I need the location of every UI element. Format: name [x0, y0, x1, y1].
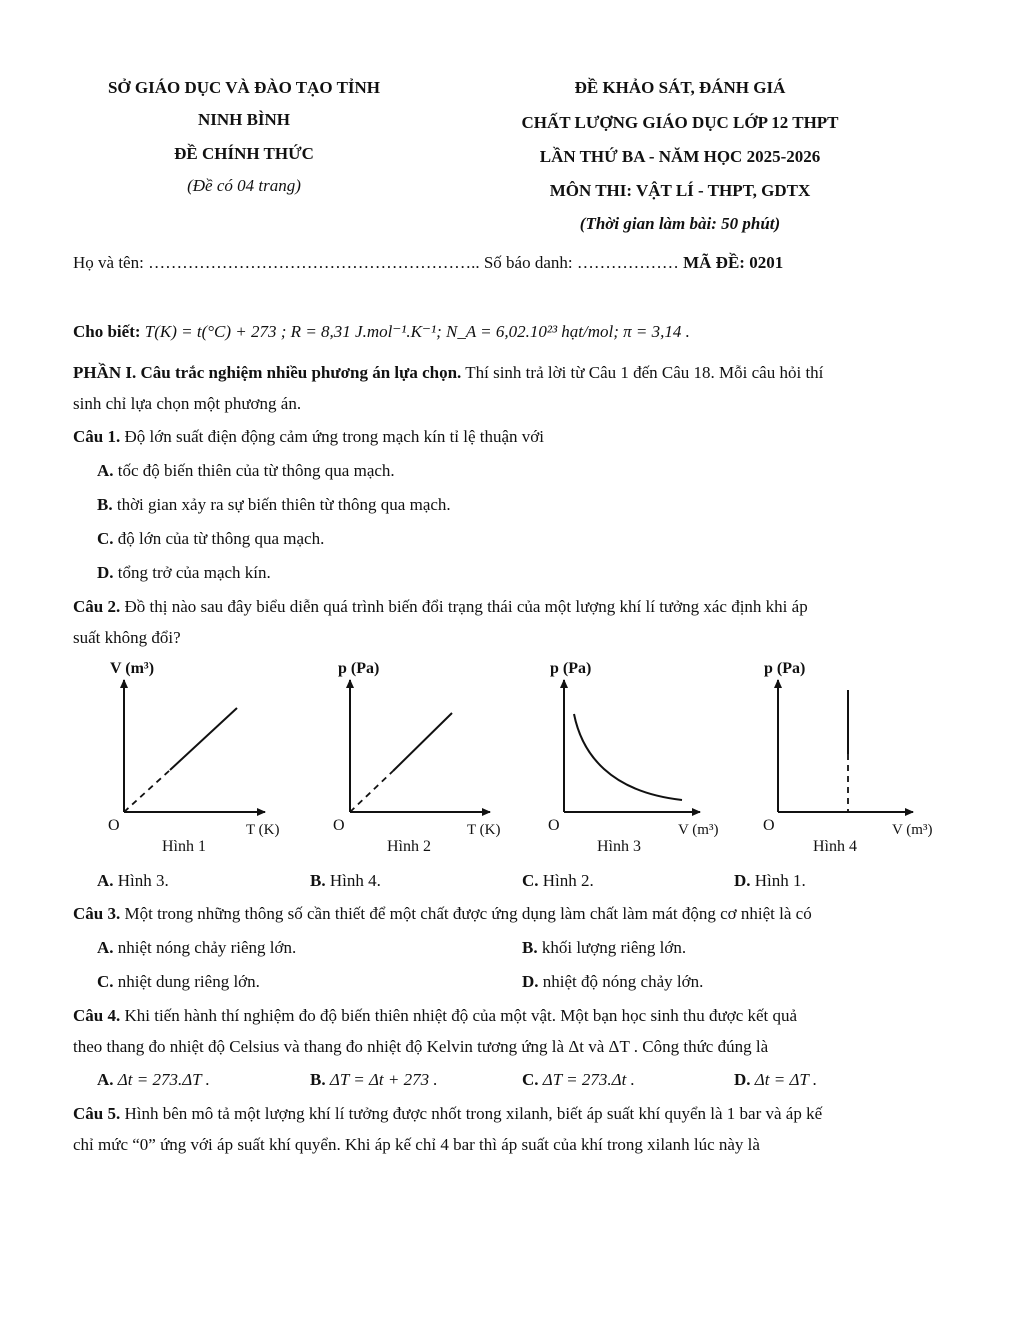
- q2-option-b: B. Hình 4.: [310, 871, 381, 890]
- graph-1-line: [170, 708, 237, 770]
- graph-2-y-axis: p (Pa): [338, 660, 380, 677]
- graph-2-dashed: [350, 771, 393, 812]
- q4-option-c: C. ΔT = 273.Δt .: [522, 1070, 635, 1089]
- graph-2-caption: Hình 2: [387, 838, 431, 855]
- graph-2-line: [393, 713, 452, 771]
- q1-option-d: D. tổng trở của mạch kín.: [97, 563, 271, 582]
- dept-name-1: SỞ GIÁO DỤC VÀ ĐÀO TẠO TỈNH: [107, 78, 381, 97]
- q3-label: Câu 3.: [73, 904, 121, 923]
- q4-stem-2: theo thang đo nhiệt độ Celsius và thang đo nhiệt độ Kelvin tương ứng là Δt và ΔT . Công thức đúng là: [73, 1037, 769, 1056]
- exam-title-1: ĐỀ KHẢO SÁT, ĐÁNH GIÁ: [574, 78, 786, 97]
- graph-4-x-axis: V (m³): [892, 822, 933, 838]
- q1-stem: [73, 427, 544, 447]
- q2-stem-1: [73, 597, 808, 617]
- graph-4-y-axis: p (Pa): [764, 660, 806, 677]
- q5-stem-2: chỉ mức “0” ứng với áp suất khí quyển. Khi áp kế chỉ 4 bar thì áp suất của khí trong xilanh lúc này là: [73, 1135, 760, 1154]
- q4-option-d: D. Δt = ΔT .: [734, 1070, 818, 1089]
- q2-label: Câu 2.: [73, 597, 121, 616]
- graph-3-origin: O: [548, 817, 560, 834]
- exam-subject: MÔN THI: VẬT LÍ - THPT, GDTX: [549, 181, 811, 200]
- exam-title-2: CHẤT LƯỢNG GIÁO DỤC LỚP 12 THPT: [521, 113, 839, 132]
- q3-option-b: B. khối lượng riêng lớn.: [522, 938, 687, 957]
- q4-option-b: B. ΔT = Δt + 273 .: [310, 1070, 438, 1089]
- graph-1-dashed: [124, 770, 170, 812]
- graph-1-y-axis: V (m³): [110, 660, 155, 677]
- q3-option-c: C. nhiệt dung riêng lớn.: [97, 972, 260, 991]
- q2-graphs: [0, 650, 1020, 860]
- q2-option-a: A. Hình 3.: [97, 871, 169, 890]
- graph-1-x-axis: T (K): [246, 822, 280, 838]
- page-count: (Đề có 04 trang): [187, 176, 301, 195]
- q3-option-a: A. nhiệt nóng chảy riêng lớn.: [97, 938, 297, 957]
- graph-3-hyperbola: [574, 714, 682, 800]
- graph-1-caption: Hình 1: [162, 838, 206, 855]
- q4-stem-1: [73, 1006, 797, 1026]
- part1-line-1: [73, 363, 823, 383]
- q3-text: Một trong những thông số cần thiết để một chất được ứng dụng làm chất làm mát động cơ nhiệt là có: [120, 904, 812, 923]
- q1-option-c: C. độ lớn của từ thông qua mạch.: [97, 529, 325, 548]
- q5-stem-1: [73, 1104, 822, 1124]
- exam-round: LẦN THỨ BA - NĂM HỌC 2025-2026: [539, 147, 821, 166]
- q2-stem-2: suất không đổi?: [73, 628, 181, 647]
- exam-duration: (Thời gian làm bài: 50 phút): [579, 214, 781, 233]
- given-line: [73, 322, 690, 342]
- graph-4: [763, 660, 932, 855]
- q1-text: Độ lớn suất điện động cảm ứng trong mạch kín tỉ lệ thuận với: [120, 427, 545, 446]
- candidate-fields: Họ và tên: ………………………………………………….. Số báo danh: ………………: [73, 253, 684, 272]
- graph-1-origin: O: [108, 817, 120, 834]
- candidate-line: [73, 253, 783, 273]
- graph-3-x-axis: V (m³): [678, 822, 719, 838]
- part1-line-2: sinh chỉ lựa chọn một phương án.: [73, 394, 302, 413]
- given-formula: T(K) = t(°C) + 273 ; R = 8,31 J.mol⁻¹.K⁻¹; N_A = 6,02.10²³ hạt/mol; π = 3,14 .: [144, 322, 690, 341]
- graph-3-caption: Hình 3: [597, 838, 641, 855]
- q4-label: Câu 4.: [73, 1006, 121, 1025]
- q4-text-1: Khi tiến hành thí nghiệm đo độ biến thiên nhiệt độ của một vật. Một bạn học sinh thu được kết quả: [120, 1006, 798, 1025]
- q5-text-1: Hình bên mô tả một lượng khí lí tưởng được nhốt trong xilanh, biết áp suất khí quyển là 1 bar và áp kế: [120, 1104, 823, 1123]
- dept-name-2: NINH BÌNH: [197, 110, 291, 129]
- q3-stem: [73, 904, 812, 924]
- q2-option-c: C. Hình 2.: [522, 871, 594, 890]
- graph-1: [108, 660, 279, 855]
- graph-2: [333, 660, 500, 855]
- q4-option-a: A. Δt = 273.ΔT .: [97, 1070, 210, 1089]
- graph-2-origin: O: [333, 817, 345, 834]
- q5-label: Câu 5.: [73, 1104, 121, 1123]
- q1-option-a: A. tốc độ biến thiên của từ thông qua mạch.: [97, 461, 395, 480]
- q1-label: Câu 1.: [73, 427, 121, 446]
- graph-2-x-axis: T (K): [467, 822, 501, 838]
- q3-option-d: D. nhiệt độ nóng chảy lớn.: [522, 972, 704, 991]
- official-label: ĐỀ CHÍNH THỨC: [174, 144, 314, 163]
- exam-code: MÃ ĐỀ: 0201: [683, 253, 784, 272]
- graph-4-caption: Hình 4: [813, 838, 857, 855]
- given-label: Cho biết:: [73, 322, 141, 341]
- q2-text-1: Đồ thị nào sau đây biểu diễn quá trình biến đổi trạng thái của một lượng khí lí tưởng xác định khi áp: [120, 597, 808, 616]
- graph-4-origin: O: [763, 817, 775, 834]
- graph-3-y-axis: p (Pa): [550, 660, 592, 677]
- part1-title: PHẦN I. Câu trắc nghiệm nhiều phương án lựa chọn.: [73, 363, 462, 382]
- graph-3: [548, 660, 718, 855]
- q1-option-b: B. thời gian xảy ra sự biến thiên từ thông qua mạch.: [97, 495, 451, 514]
- part1-desc-1: Thí sinh trả lời từ Câu 1 đến Câu 18. Mỗi câu hỏi thí: [461, 363, 824, 382]
- q2-option-d: D. Hình 1.: [734, 871, 806, 890]
